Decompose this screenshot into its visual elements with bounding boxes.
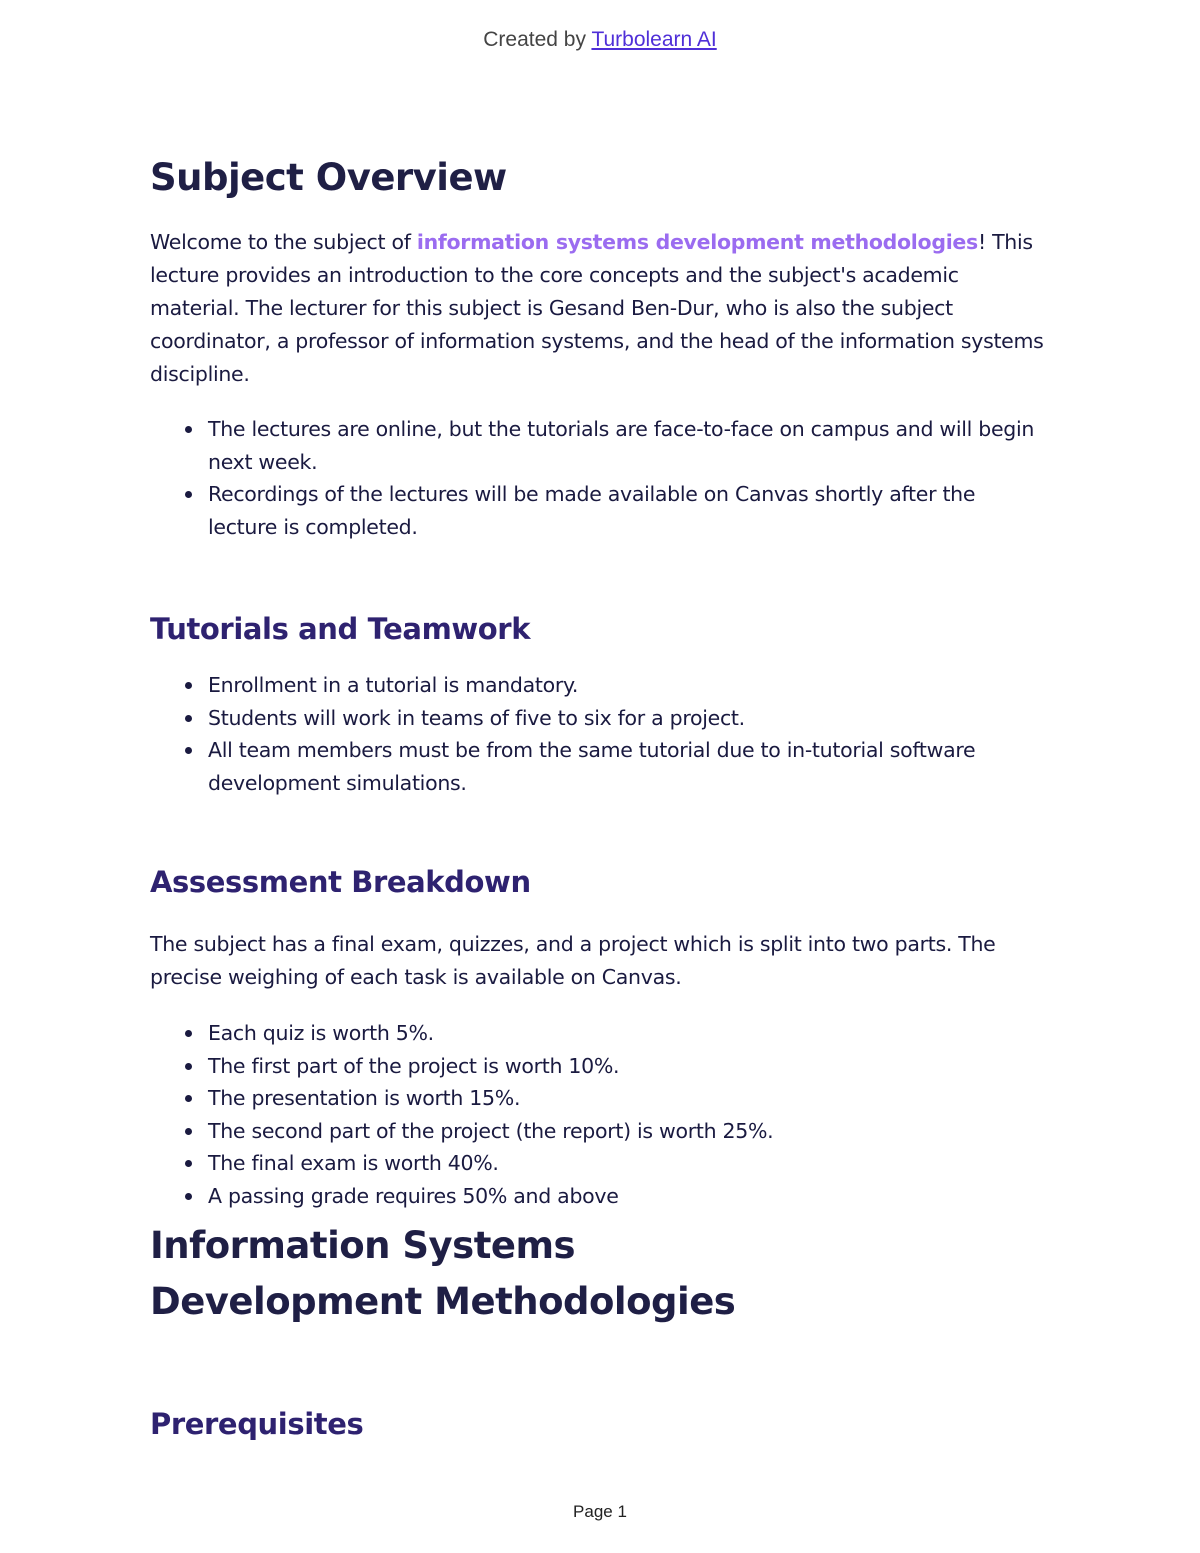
intro-after: ! This lecture provides an introduction to the core concepts and the subject's academic material. The lecturer for this subject is Gesand Ben-Dur, who is also the subject coordinator, a professor of information systems, and the head of the information systems discipline.	[150, 230, 1044, 386]
page-number: Page 1	[573, 1502, 627, 1521]
assessment-intro-paragraph: The subject has a final exam, quizzes, and a project which is split into two parts. The precise weighing of each task is available on Canvas.	[150, 932, 996, 989]
list-item: The presentation is worth 15%.	[208, 1082, 1050, 1115]
list-item: Enrollment in a tutorial is mandatory.	[208, 669, 1050, 702]
intro-before: Welcome to the subject of	[150, 230, 417, 254]
tutorials-bullet-list	[150, 669, 1050, 799]
list-item: The final exam is worth 40%.	[208, 1147, 1050, 1180]
isdm-title: Information Systems Development Methodologies	[150, 1224, 736, 1323]
page-content	[150, 150, 1050, 1444]
list-item: The second part of the project (the report) is worth 25%.	[208, 1115, 1050, 1148]
prerequisites-heading: Prerequisites	[150, 1407, 364, 1441]
intro-highlight-term: information systems development methodologies	[416, 230, 978, 254]
list-item: Each quiz is worth 5%.	[208, 1017, 1050, 1050]
list-item: Recordings of the lectures will be made available on Canvas shortly after the lecture is completed.	[208, 478, 1050, 543]
list-item: A passing grade requires 50% and above	[208, 1180, 1050, 1213]
tutorials-heading: Tutorials and Teamwork	[150, 612, 531, 646]
subject-overview-title: Subject Overview	[150, 156, 507, 199]
assessment-bullet-list	[150, 1017, 1050, 1212]
created-by-label: Created by	[483, 28, 592, 51]
turbolearn-link[interactable]: Turbolearn AI	[591, 28, 717, 51]
list-item: All team members must be from the same tutorial due to in-tutorial software development simulations.	[208, 734, 1050, 799]
created-by-credit	[0, 28, 1200, 52]
list-item: Students will work in teams of five to six for a project.	[208, 702, 1050, 735]
assessment-heading: Assessment Breakdown	[150, 865, 531, 899]
list-item: The lectures are online, but the tutorials are face-to-face on campus and will begin next week.	[208, 413, 1050, 478]
overview-intro-paragraph	[150, 226, 1050, 391]
list-item: The first part of the project is worth 10%.	[208, 1050, 1050, 1083]
overview-bullet-list	[150, 413, 1050, 543]
